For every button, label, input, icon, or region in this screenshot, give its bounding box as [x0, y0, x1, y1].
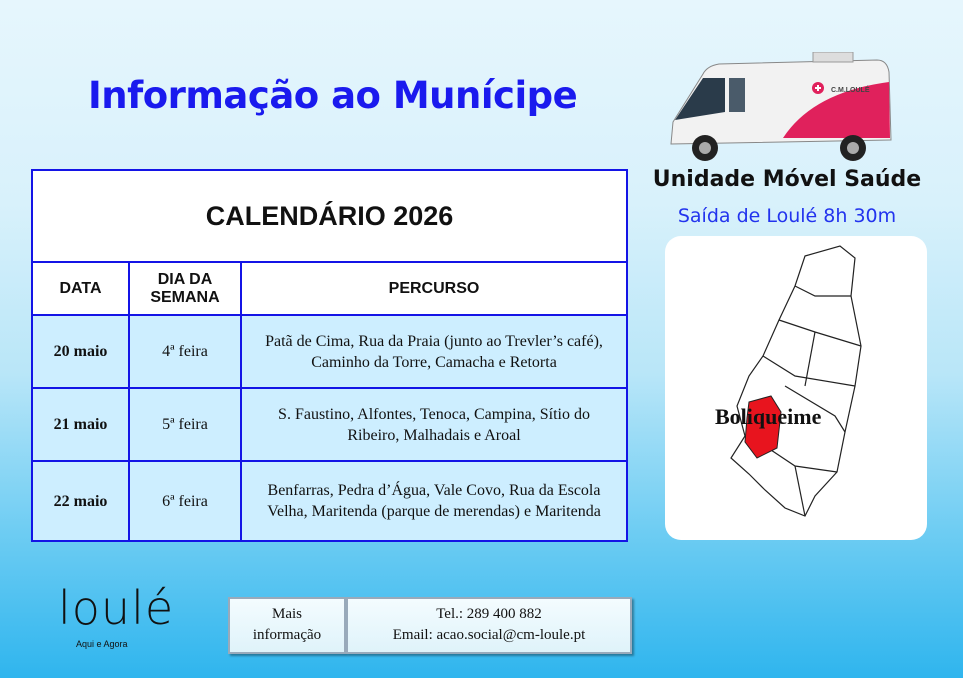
- health-van-image: [663, 52, 895, 168]
- more-info-box: Mais informação: [228, 597, 346, 654]
- route-cell: S. Faustino, Alfontes, Tenoca, Campina, Sítio do Ribeiro, Malhadais e Aroal: [241, 388, 627, 461]
- municipality-map: [665, 236, 927, 540]
- date-cell: 21 maio: [32, 388, 129, 461]
- logo-wordmark: loulé: [58, 581, 175, 635]
- table-row: [32, 388, 627, 461]
- route-cell: Benfarras, Pedra d’Água, Vale Covo, Rua da Escola Velha, Maritenda (parque de merendas) e Maritenda: [241, 461, 627, 541]
- route-cell: Patã de Cima, Rua da Praia (junto ao Trevler’s café), Caminho da Torre, Camacha e Retorta: [241, 315, 627, 388]
- phone-text: Tel.: 289 400 882: [436, 606, 542, 622]
- column-header-data: DATA: [32, 262, 129, 315]
- calendar-title: CALENDÁRIO 2026: [32, 170, 627, 262]
- logo-tagline: Aqui e Agora: [76, 639, 128, 649]
- map-panel: [665, 236, 927, 540]
- van-logo-text: C.M.LOULÉ: [831, 87, 870, 94]
- page-title: Informação ao Munícipe: [88, 74, 578, 117]
- date-cell: 22 maio: [32, 461, 129, 541]
- date-cell: 20 maio: [32, 315, 129, 388]
- email-link[interactable]: Email: acao.social@cm-loule.pt: [392, 627, 586, 643]
- calendar-table: [31, 169, 628, 542]
- column-header-percurso: PERCURSO: [241, 262, 627, 315]
- map-label: Boliqueime: [715, 404, 822, 429]
- weekday-cell: 5ª feira: [129, 388, 241, 461]
- departure-info: Saída de Loulé 8h 30m: [677, 205, 897, 227]
- column-header-dia: DIA DA SEMANA: [129, 262, 241, 315]
- table-row: [32, 461, 627, 541]
- weekday-cell: 6ª feira: [129, 461, 241, 541]
- table-row: [32, 315, 627, 388]
- weekday-cell: 4ª feira: [129, 315, 241, 388]
- unit-title: Unidade Móvel Saúde: [652, 167, 922, 192]
- loule-logo: [58, 580, 174, 650]
- contact-box: [346, 597, 632, 654]
